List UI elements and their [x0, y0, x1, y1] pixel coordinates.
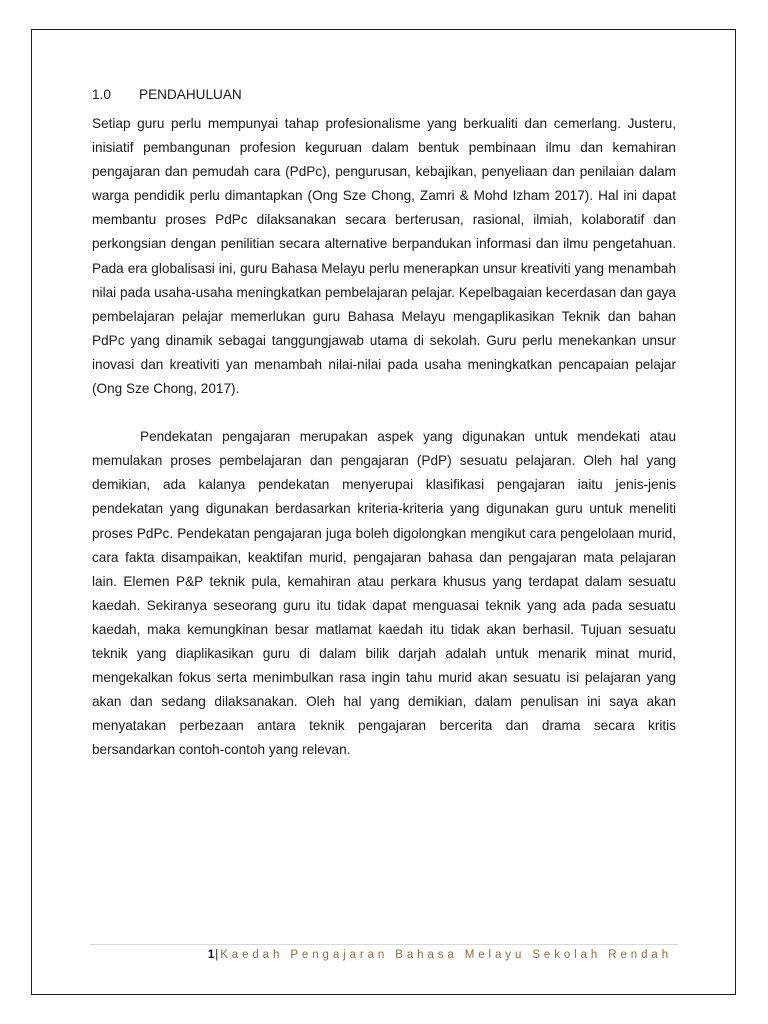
section-title: PENDAHULUAN	[139, 87, 242, 102]
paragraph-approach: Pendekatan pengajaran merupakan aspek yang digunakan untuk mendekati atau memulakan proses pembelajaran dan pengajaran (PdP) sesuatu pelajaran. Oleh hal yang demikian, ada kalanya pendekatan menyerupai klasifikasi pengajaran iaitu jenis-jenis pendekatan yang digunakan berdasarkan kriteria-kriteria yang digunakan guru untuk meneliti proses PdPc. Pendekatan pengajaran juga boleh digolongkan mengikut cara pengelolaan murid, cara fakta disampaikan, keaktifan murid, pengajaran bahasa dan pengajaran mata pelajaran lain. Elemen P&P teknik pula, kemahiran atau perkara khusus yang terdapat dalam sesuatu kaedah. Sekiranya seseorang guru itu tidak dapat menguasai teknik yang ada pada sesuatu kaedah, maka kemungkinan besar matlamat kaedah itu tidak akan berhasil. Tujuan sesuatu teknik yang diaplikasikan guru di dalam bilik darjah adalah untuk menarik minat murid, mengekalkan fokus serta menimbulkan rasa ingin tahu murid akan sesuatu isi pelajaran yang akan dan sedang dilaksanakan. Oleh hal yang demikian, dalam penulisan ini saya akan menyatakan perbezaan antara teknik pengajaran bercerita dan drama secara kritis bersandarkan contoh-contoh yang relevan.	[92, 429, 676, 758]
footer-title: Kaedah Pengajaran Bahasa Melayu Sekolah Rendah	[220, 949, 672, 961]
page-number: 1	[207, 949, 215, 961]
page-footer	[90, 947, 672, 963]
document-body	[92, 84, 676, 762]
footer-divider	[90, 944, 678, 945]
footer-separator: |	[215, 949, 219, 961]
paragraph-intro: Setiap guru perlu mempunyai tahap profesionalisme yang berkualiti dan cemerlang. Justeru, inisiatif pembangunan profesion keguruan dalam bentuk pembinaan ilmu dan kemahiran pengajaran dan pemudah cara (PdPc), pengurusan, kebajikan, penyeliaan dan penilaian dalam warga pendidik perlu dimantapkan (Ong Sze Chong, Zamri & Mohd Izham 2017). Hal ini dapat membantu proses PdPc dilaksanakan secara berterusan, rasional, ilmiah, kolaboratif dan perkongsian dengan penilitian secara alternative berpandukan informasi dan ilmu pengetahuan. Pada era globalisasi ini, guru Bahasa Melayu perlu menerapkan unsur kreativiti yang menambah nilai pada usaha-usaha meningkatkan pembelajaran pelajar. Kepelbagaian kecerdasan dan gaya pembelajaran pelajar memerlukan guru Bahasa Melayu mengaplikasikan Teknik dan bahan PdPc yang dinamik sebagai tanggungjawab utama di sekolah. Guru perlu menekankan unsur inovasi dan kreativiti yan menambah nilai-nilai pada usaha meningkatkan pencapaian pelajar (Ong Sze Chong, 2017).	[92, 116, 676, 397]
section-heading	[92, 84, 676, 106]
section-number: 1.0	[92, 87, 111, 102]
